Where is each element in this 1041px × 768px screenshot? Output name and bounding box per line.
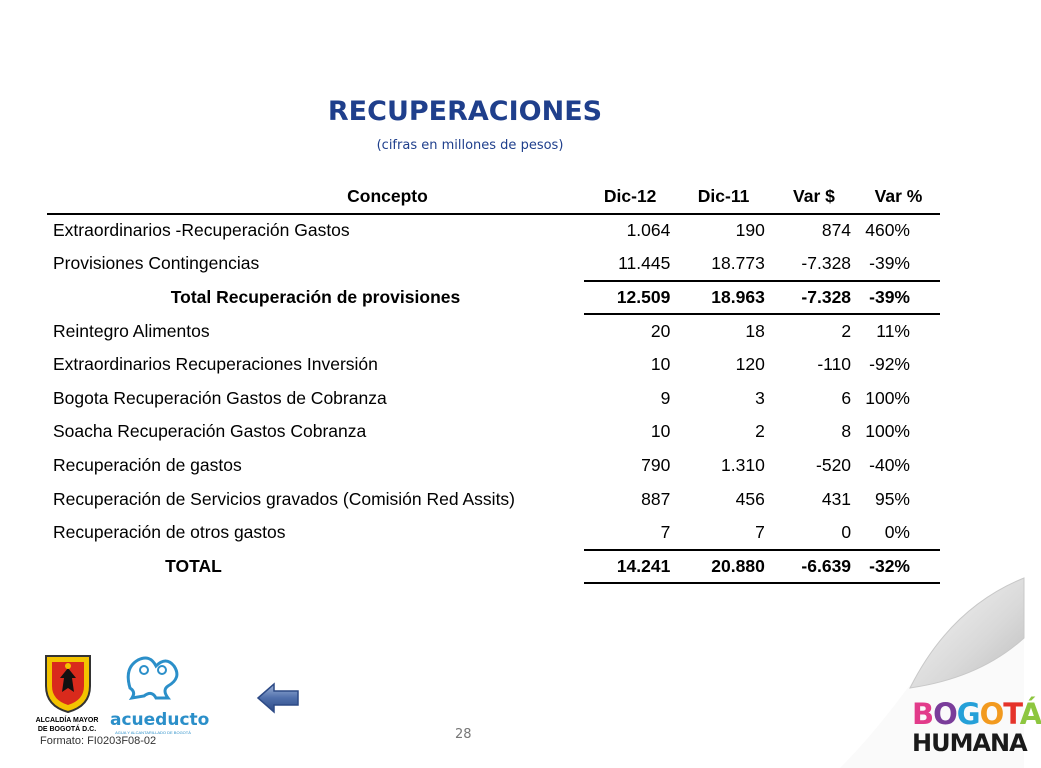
cell-var-pct: -39% [857, 281, 940, 315]
cell-concepto: Reintegro Alimentos [53, 320, 210, 341]
cell-dic12: 20 [650, 321, 671, 342]
cell-var-pct: -40% [869, 455, 910, 476]
cell-dic12: 887 [641, 488, 671, 509]
cell-concepto: Recuperación de Servicios gravados (Comisión Red Assits) [53, 488, 516, 509]
cell-concepto: Bogota Recuperación Gastos de Cobranza [53, 387, 387, 408]
cell-concepto: TOTAL [165, 555, 222, 576]
cell-var-pct: 95% [874, 488, 910, 509]
table-row [47, 214, 940, 248]
cell-concepto: Total Recuperación de provisiones [170, 287, 461, 308]
cell-concepto: Recuperación de gastos [53, 455, 242, 476]
table-header-row [47, 180, 940, 214]
cell-dic11: 2 [755, 421, 765, 442]
cell-var-abs: -7.328 [771, 247, 857, 281]
cell-dic12: 12.509 [584, 281, 676, 315]
cell-var-pct: 100% [865, 387, 910, 408]
cell-dic12: 11.445 [584, 247, 676, 281]
cell-var-pct: -32% [857, 550, 940, 584]
table-row [47, 415, 940, 449]
page-subtitle: (cifras en millones de pesos) [376, 138, 564, 153]
page-title: RECUPERACIONES [327, 96, 603, 127]
cell-var-abs: 6 [841, 387, 852, 408]
cell-var-pct: 460% [865, 220, 910, 241]
cell-var-pct: 100% [865, 421, 910, 442]
cell-concepto: Recuperación de otros gastos [53, 522, 286, 543]
table-row [47, 449, 940, 483]
subtotal-row [47, 281, 940, 315]
table-row [47, 348, 940, 382]
cell-dic11: 7 [676, 516, 770, 550]
cell-var-abs: 874 [821, 220, 852, 241]
col-header-var-pct: Var % [857, 180, 940, 214]
cell-dic12: 1.064 [626, 220, 671, 241]
acueducto-label: acueducto [110, 710, 210, 730]
recuperaciones-table [47, 180, 940, 584]
table-row [47, 516, 940, 550]
cell-var-abs: 431 [821, 488, 852, 509]
formato-code: Formato: FI0203F08-02 [40, 735, 157, 747]
bogota-coat-of-arms-icon [38, 652, 98, 714]
cell-dic11: 1.310 [721, 455, 765, 476]
cell-dic12: 7 [584, 516, 676, 550]
cell-dic11: 120 [735, 354, 765, 375]
cell-dic11: 18.773 [676, 247, 770, 281]
col-header-var-abs: Var $ [771, 180, 857, 214]
cell-dic12: 14.241 [584, 550, 676, 584]
cell-dic11: 20.880 [676, 550, 770, 584]
cell-var-pct: 0% [857, 516, 940, 550]
page-number: 28 [455, 727, 472, 742]
table-row [47, 482, 940, 516]
cell-dic12: 10 [650, 354, 671, 375]
alcaldia-label: ALCALDÍA MAYOR DE BOGOTÁ D.C. [35, 717, 99, 733]
cell-var-pct: 11% [876, 321, 910, 342]
cell-var-abs: 8 [841, 421, 852, 442]
table-row [47, 382, 940, 416]
table-row [47, 314, 940, 348]
cell-var-abs: -6.639 [771, 550, 857, 584]
cell-dic12: 9 [660, 387, 671, 408]
back-arrow-icon[interactable] [256, 680, 300, 716]
acueducto-sublabel: AGUA Y ALCANTARILLADO DE BOGOTÁ [115, 730, 191, 735]
cell-var-abs: 2 [841, 321, 852, 342]
cell-dic11: 18 [745, 321, 765, 342]
cell-var-abs: -520 [816, 455, 852, 476]
cell-concepto: Provisiones Contingencias [53, 253, 260, 274]
cell-var-pct: -39% [857, 247, 940, 281]
cell-concepto: Extraordinarios -Recuperación Gastos [53, 220, 350, 241]
bogota-humana-logo: BOGOTÁ [912, 697, 1041, 731]
cell-dic11: 190 [735, 220, 765, 241]
total-row [47, 550, 940, 584]
cell-dic11: 3 [755, 387, 765, 408]
cell-dic12: 790 [641, 455, 671, 476]
cell-var-abs: 0 [771, 516, 857, 550]
col-header-dic11: Dic-11 [676, 180, 770, 214]
cell-concepto: Soacha Recuperación Gastos Cobranza [53, 421, 367, 442]
cell-var-pct: -92% [869, 354, 910, 375]
cell-dic11: 456 [735, 488, 765, 509]
col-header-dic12: Dic-12 [584, 180, 676, 214]
cell-dic12: 10 [650, 421, 671, 442]
cell-var-abs: -110 [817, 354, 852, 375]
table-row [47, 247, 940, 281]
cell-concepto: Extraordinarios Recuperaciones Inversión [53, 354, 378, 375]
cell-var-abs: -7.328 [771, 281, 857, 315]
cell-dic11: 18.963 [676, 281, 770, 315]
col-header-concepto: Concepto [47, 180, 584, 214]
humana-wordmark: HUMANA [912, 729, 1027, 757]
